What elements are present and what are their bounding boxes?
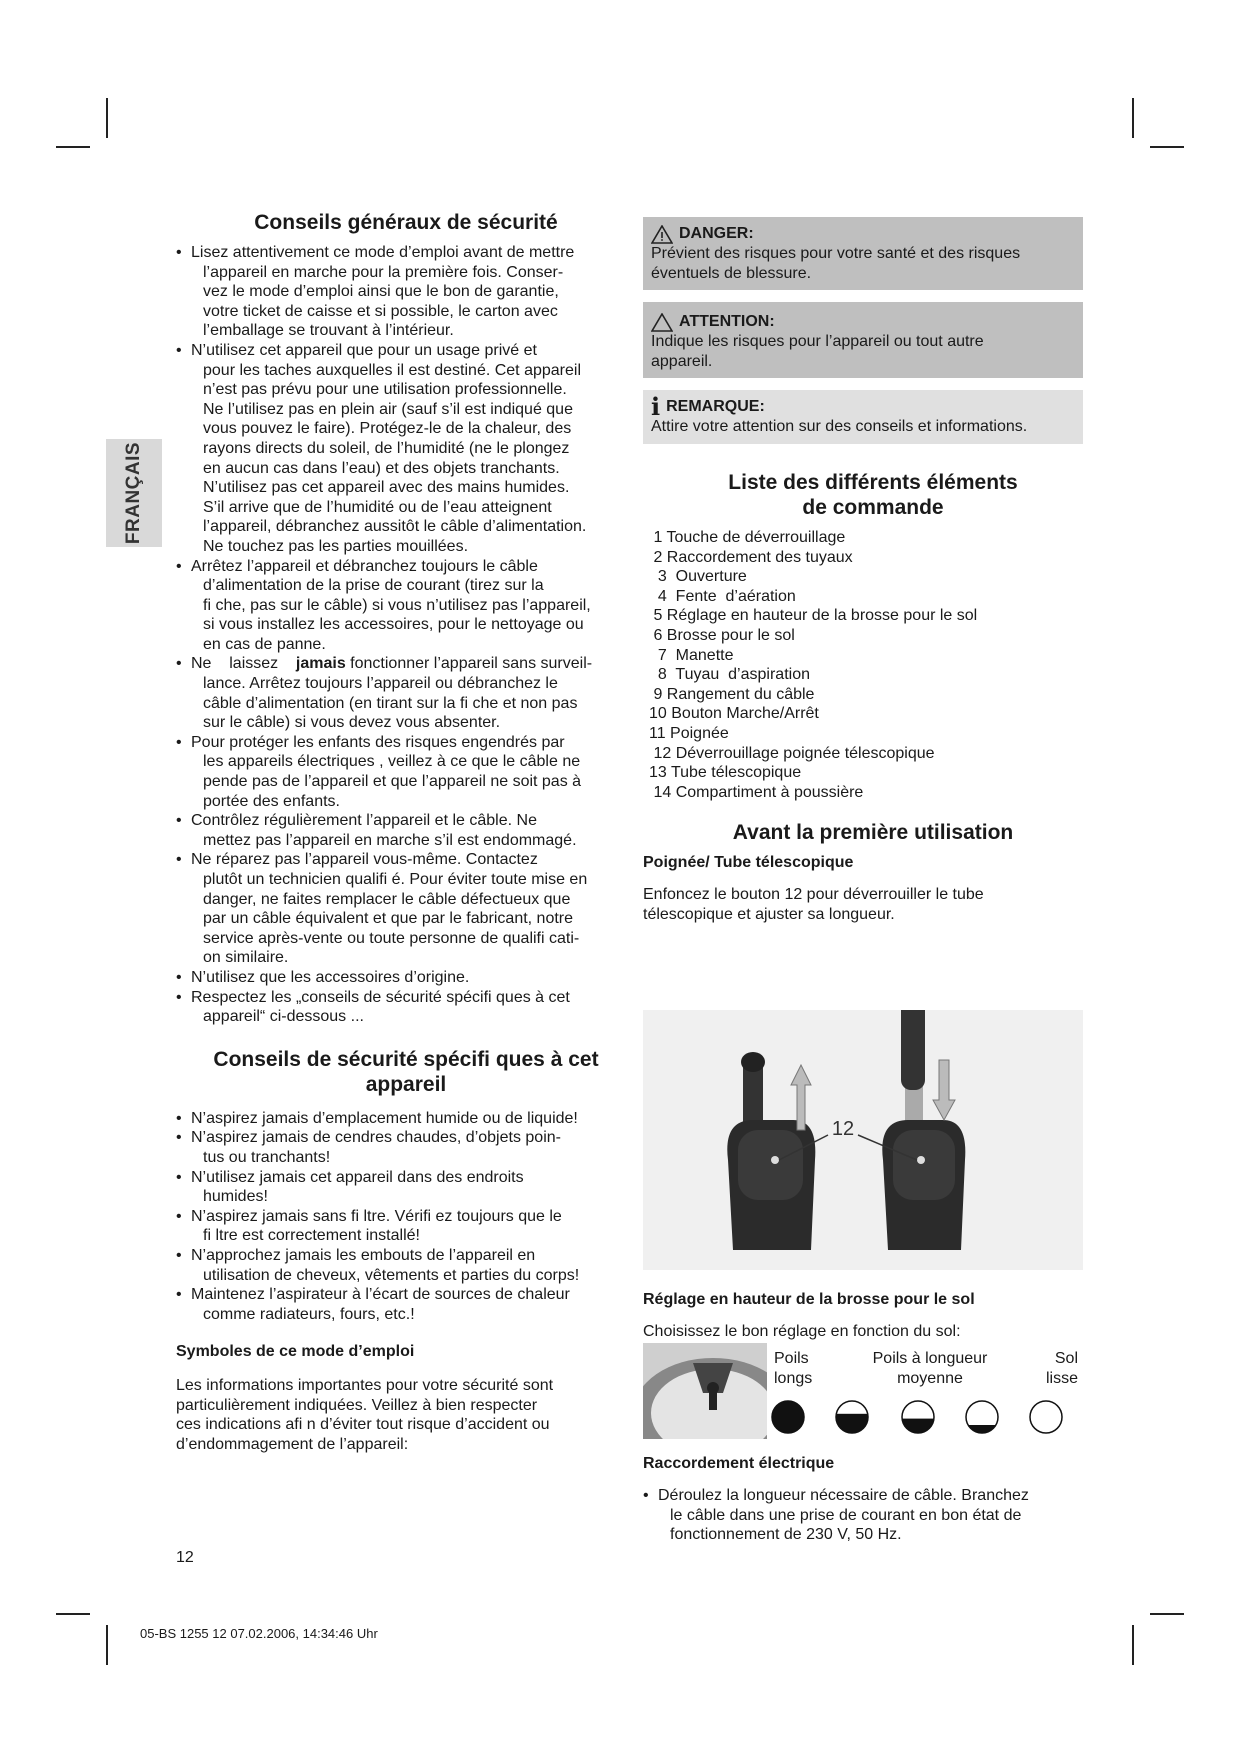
brush-label-flat: Sol lisse (1045, 1350, 1078, 1387)
text-line: 11 Poignée (649, 724, 729, 742)
attention-text (651, 332, 1075, 371)
bullet-line: • N’aspirez jamais sans fi ltre. Vérifi ez toujours que le (191, 1207, 562, 1225)
bullet-item (176, 557, 636, 655)
bullet-item (176, 988, 636, 1027)
handle-extended (901, 1010, 925, 1090)
brush-section (643, 1290, 1083, 1342)
bullet-item (176, 1109, 636, 1129)
bullet-line: • N’aspirez jamais de cendres chaudes, d’objets poin- (191, 1129, 561, 1147)
elements-list (649, 528, 1083, 802)
bullet-line: en aucun cas dans l’eau) et des objets tranchants. (203, 459, 560, 477)
specific-safety-title (176, 1047, 636, 1097)
bullet-line: comme radiateurs, fours, etc.! (203, 1305, 415, 1323)
bullet-item (176, 1207, 636, 1246)
bullet-line: fi ltre est correctement installé! (203, 1227, 420, 1245)
bullet-line: • Pour protéger les enfants des risques engendrés par (191, 733, 565, 751)
bullet-line: appareil“ ci-dessous ... (203, 1008, 364, 1026)
bullet-line: • N’utilisez jamais cet appareil dans des endroits (191, 1168, 524, 1186)
brush-label-long: Poils longs (774, 1350, 813, 1387)
specific-safety-title-line1: Conseils de sécurité spécifi ques à cet (213, 1047, 599, 1071)
text-line: 13 Tube télescopique (649, 764, 802, 782)
crop-mark (56, 146, 90, 148)
bullet-item (176, 733, 636, 811)
crop-mark (106, 98, 108, 138)
callout-number: 12 (831, 1118, 855, 1140)
vacuum-illustration (643, 1010, 1083, 1270)
symbols-heading: Symboles de ce mode d’emploi (176, 1343, 415, 1361)
bullet-line: • N’utilisez que les accessoires d’origine. (191, 968, 470, 986)
text-line: d’endommagement de l’appareil: (176, 1436, 409, 1454)
crop-mark (1132, 1625, 1134, 1665)
text-line: 1 Touche de déverrouillage (649, 528, 846, 546)
attention-label: ATTENTION: (679, 313, 775, 331)
bullet-line: • N’aspirez jamais d’emplacement humide ou de liquide! (191, 1109, 578, 1127)
text-line: télescopique et ajuster sa longueur. (643, 905, 895, 923)
bullet-item (176, 243, 636, 341)
text-line: 10 Bouton Marche/Arrêt (649, 705, 819, 723)
bullet-line: votre ticket de caisse et si possible, le carton avec (203, 302, 558, 320)
text-line: Attire votre attention sur des conseils et informations. (651, 418, 1028, 436)
bullet-line: l’appareil en marche pour la première fois. Conser- (203, 263, 564, 281)
bullet-line: n’est pas prévu pour une utilisation professionnelle. (203, 381, 567, 399)
brush-level-circle (966, 1401, 998, 1433)
text-line: 9 Rangement du câble (649, 685, 815, 703)
bullet-line: • Lisez attentivement ce mode d’emploi avant de mettre (191, 244, 575, 261)
bullet-line: service après-vente ou toute personne de qualifi cati- (203, 929, 580, 947)
bullet-item (176, 968, 636, 988)
bullet-item (176, 1285, 636, 1324)
brush-level-circle (772, 1401, 804, 1433)
bullet-line: S’il arrive que de l’humidité ou de l’eau atteignent (203, 498, 552, 516)
bullet-item (176, 811, 636, 850)
text-line: ces indications afi n d’éviter tout risque d’accident ou (176, 1416, 550, 1434)
bullet-line: tus ou tranchants! (203, 1148, 331, 1166)
bullet-line: Ne touchez pas les parties mouillées. (203, 537, 469, 555)
bullet-line: • Arrêtez l’appareil et débranchez toujours le câble (191, 557, 538, 575)
bullet-line: • Contrôlez régulièrement l’appareil et le câble. Ne (191, 812, 537, 830)
crop-mark (56, 1613, 90, 1615)
bullet-line: le câble dans une prise de courant en bon état de (670, 1506, 1022, 1524)
bullet-line: fonctionnement de 230 V, 50 Hz. (670, 1526, 902, 1544)
bullet-line: les appareils électriques , veillez à ce que le câble ne (203, 753, 581, 771)
crop-mark (1150, 1613, 1184, 1615)
text-line: 12 Déverrouillage poignée télescopique (649, 744, 935, 762)
bullet-line: • Maintenez l’aspirateur à l’écart de sources de chaleur (191, 1286, 570, 1304)
bullet-line: pour les taches auxquelles il est destiné. Cet appareil (203, 361, 581, 379)
bullet-item (176, 1246, 636, 1285)
text-line: 6 Brosse pour le sol (649, 626, 795, 644)
danger-text (651, 244, 1075, 283)
bullet-line: par un câble équivalent et que par le fabricant, notre (203, 910, 574, 928)
bullet-line: plutôt un technicien qualifi é. Pour éviter toute mise en (203, 871, 588, 888)
bullet-line: portée des enfants. (203, 792, 340, 810)
remarque-label: REMARQUE: (666, 398, 765, 416)
brush-level-indicators (770, 1397, 1080, 1437)
bullet-line: • Respectez les „conseils de sécurité spécifi ques à cet (191, 988, 570, 1006)
elements-list-title-line2: de commande (802, 495, 944, 519)
specific-safety-list (176, 1109, 636, 1325)
text-line: 4 Fente d’aération (649, 587, 796, 605)
bullet-item (176, 1128, 636, 1167)
text-line: éventuels de blessure. (651, 264, 812, 282)
bullet-line: l’emballage se trouvant à l’intérieur. (203, 322, 454, 340)
handle-text (643, 885, 1083, 924)
bullet-item (176, 850, 636, 968)
text-line: 14 Compartiment à poussière (649, 783, 864, 801)
text-line: Prévient des risques pour votre santé et des risques (651, 245, 1021, 262)
bullet-line: lance. Arrêtez toujours l’appareil ou débranchez le (203, 675, 558, 693)
bullet-line: N’utilisez pas cet appareil avec des mains humides. (203, 479, 570, 497)
power-heading: Raccordement électrique (643, 1455, 835, 1472)
vacuum-figure (643, 1010, 1083, 1270)
power-list (643, 1486, 1083, 1545)
brush-heading: Réglage en hauteur de la brosse pour le sol (643, 1291, 975, 1308)
bullet-line: • N’approchez jamais les embouts de l’appareil en (191, 1246, 536, 1264)
general-safety-title: Conseils généraux de sécurité (254, 211, 558, 234)
left-column (176, 210, 636, 1455)
bullet-item (176, 1168, 636, 1207)
remarque-text (651, 417, 1075, 437)
bullet-line: pende pas de l’appareil et que l’appareil ne soit pas à (203, 773, 582, 791)
text-line: 5 Réglage en hauteur de la brosse pour le sol (649, 607, 978, 625)
bullet-line: d’alimentation de la prise de courant (tirez sur la (203, 577, 544, 595)
handle-heading: Poignée/ Tube télescopique (643, 854, 854, 872)
bullet-line: sur le câble) si vous devez vous absenter. (203, 714, 501, 732)
language-tab (106, 439, 162, 547)
text-line: Indique les risques pour l’appareil ou tout autre (651, 333, 984, 351)
bullet-line: • Ne réparez pas l’appareil vous-même. Contactez (191, 851, 538, 869)
brush-level-circle (836, 1401, 868, 1433)
bullet-line: vez le mode d’emploi ainsi que le bon de garantie, (203, 283, 559, 301)
brush-level-circle (1030, 1401, 1062, 1433)
text-line: 3 Ouverture (649, 568, 747, 586)
elements-list-title (663, 470, 1083, 520)
bullet-line: • Déroulez la longueur nécessaire de câble. Branchez (658, 1487, 1029, 1504)
bullet-line: danger, ne faites remplacer le câble défectueux que (203, 890, 571, 908)
info-icon: i (651, 392, 661, 422)
danger-box (643, 217, 1083, 290)
bullet-line: rayons directs du soleil, de l’humidité (ne le plongez (203, 439, 570, 457)
bullet-line: si vous installez les accessoires, pour le nettoyage ou (203, 616, 584, 634)
crop-mark (106, 1625, 108, 1665)
right-column (643, 217, 1083, 924)
bullet-line: • N’utilisez cet appareil que pour un usage privé et (191, 341, 537, 359)
text-line: 2 Raccordement des tuyaux (649, 548, 853, 566)
language-tab-label: FRANÇAIS (123, 441, 144, 545)
text-line: 8 Tuyau d’aspiration (649, 666, 810, 684)
warning-triangle-icon (651, 225, 673, 244)
text-line: Les informations importantes pour votre sécurité sont (176, 1377, 554, 1395)
bullet-item (643, 1486, 1083, 1545)
bullet-line: utilisation de cheveux, vêtements et parties du corps! (203, 1266, 580, 1284)
bullet-line: Ne l’utilisez pas en plein air (sauf s’il est indiqué que (203, 400, 573, 418)
power-section (643, 1454, 1083, 1545)
brush-label-medium: Poils à longueur moyenne (872, 1350, 988, 1387)
brush-knob-illustration (643, 1343, 767, 1439)
crop-mark (1150, 146, 1184, 148)
bullet-line: l’appareil, débranchez aussitôt le câble d’alimentation. (203, 518, 587, 536)
arrow-down-icon (933, 1060, 955, 1120)
bullet-line: vous pouvez le faire). Protégez-le de la chaleur, des (203, 420, 572, 438)
symbols-text (176, 1376, 636, 1454)
crop-mark (1132, 98, 1134, 138)
text-line: 7 Manette (649, 646, 734, 664)
bullet-line: fi che, pas sur le câble) si vous n’utilisez pas l’appareil, (203, 596, 591, 614)
text-line: particulièrement indiquées. Veillez à bien respecter (176, 1396, 538, 1414)
danger-label: DANGER: (679, 225, 754, 242)
specific-safety-title-line2: appareil (365, 1072, 447, 1096)
bullet-line: on similaire. (203, 949, 289, 967)
brush-level-circle (902, 1401, 934, 1433)
bullet-line: • Ne laissez jamais fonctionner l’appareil sans surveil- (191, 655, 593, 673)
brush-settings (643, 1343, 1083, 1439)
text-line: Enfoncez le bouton 12 pour déverrouiller le tube (643, 886, 984, 904)
bullet-line: humides! (203, 1188, 268, 1206)
print-footer: 05-BS 1255 12 07.02.2006, 14:34:46 Uhr (140, 1626, 378, 1641)
bullet-item (176, 654, 636, 732)
warning-triangle-icon (651, 313, 673, 332)
general-safety-list (176, 243, 636, 1027)
text-line: appareil. (651, 352, 713, 370)
brush-text: Choisissez le bon réglage en fonction du sol: (643, 1323, 961, 1340)
bullet-line: câble d’alimentation (en tirant sur la fi che et non pas (203, 694, 578, 712)
bullet-line: en cas de panne. (203, 635, 326, 653)
bullet-line: mettez pas l’appareil en marche s’il est endommagé. (203, 831, 577, 849)
first-use-title: Avant la première utilisation (732, 821, 1014, 845)
page-number: 12 (176, 1549, 194, 1566)
attention-box (643, 302, 1083, 378)
elements-list-title-line1: Liste des différents éléments (728, 470, 1018, 494)
remarque-box (643, 390, 1083, 444)
bullet-item (176, 341, 636, 557)
